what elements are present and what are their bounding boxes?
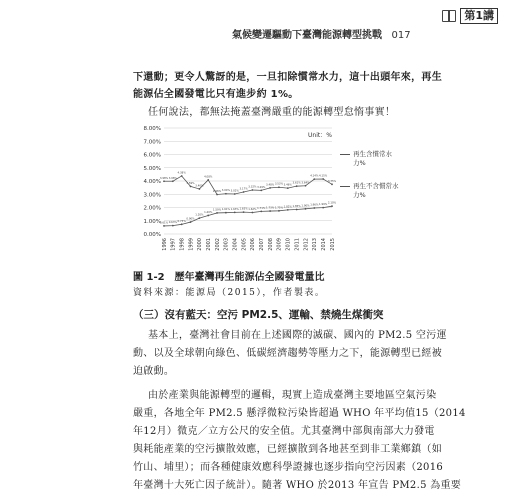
- data-point: [234, 212, 236, 214]
- x-tick-label: 2015: [329, 238, 336, 251]
- data-label: 3.29%: [257, 185, 266, 189]
- data-point: [216, 194, 218, 196]
- data-label: 3.48%: [265, 183, 275, 187]
- data-label: 3.53%: [274, 182, 284, 186]
- data-label: 3.46%: [283, 183, 292, 187]
- header-subtitle: 氣候變遷驅動下臺灣能源轉型挑戰: [232, 30, 382, 41]
- x-tick-label: 2010: [285, 238, 292, 251]
- x-tick-label: 1998: [179, 238, 186, 251]
- data-point: [198, 188, 200, 190]
- legend-item-hydro: [340, 150, 400, 168]
- data-label: 1.96%: [310, 203, 319, 207]
- y-tick-label: 0.00%: [143, 232, 161, 238]
- body-line: 與耗能產業的空污擴散效應，已經擴散到各地甚至到非工業鄉鎮（如: [133, 444, 442, 455]
- data-label: 0.63%: [168, 221, 177, 225]
- data-point: [278, 210, 280, 212]
- data-label: 1.20%: [195, 213, 204, 217]
- figure-caption: 圖 1-2 歷年臺灣再生能源佔全國發電量比: [133, 272, 325, 283]
- data-point: [305, 185, 307, 187]
- data-point: [269, 210, 271, 212]
- chapter-label: 第1講: [460, 8, 498, 24]
- data-label: 3.32%: [248, 185, 257, 189]
- data-label: 1.65%: [239, 207, 248, 211]
- x-tick-label: 1999: [188, 238, 195, 251]
- x-tick-label: 2000: [197, 238, 204, 251]
- data-label: 4.08%: [204, 175, 213, 179]
- body-line: 嚴重，各地全年 PM2.5 懸浮微粒污染皆超過 WHO 年平均值15（2014: [133, 408, 466, 419]
- x-tick-label: 2007: [259, 238, 266, 251]
- legend-line-icon: [340, 186, 350, 187]
- legend-label: 再生含慣常水力%: [353, 150, 392, 167]
- data-point: [313, 178, 315, 180]
- data-point: [225, 212, 227, 214]
- data-point: [207, 215, 209, 217]
- x-tick-label: 1997: [170, 238, 177, 251]
- body-line: 竹山、埔里）；而各種健康效應科學證據也逐步指向空污因素（2016: [133, 462, 444, 473]
- data-point: [243, 211, 245, 213]
- y-tick-label: 1.00%: [143, 218, 161, 225]
- data-label: 3.59%: [186, 181, 195, 185]
- data-label: 3.17%: [239, 187, 248, 191]
- data-label: 1.82%: [283, 205, 292, 209]
- data-label: 1.75%: [274, 206, 284, 210]
- x-tick-label: 2014: [320, 238, 327, 251]
- data-label: 1.73%: [265, 206, 275, 210]
- data-point: [190, 186, 192, 188]
- x-tick-label: 2001: [206, 238, 213, 251]
- x-tick-label: 2012: [303, 238, 310, 251]
- data-point: [252, 189, 254, 191]
- data-label: 3.64%: [301, 181, 310, 185]
- data-point: [216, 212, 218, 214]
- data-point: [163, 225, 165, 227]
- book-icon: [442, 10, 456, 22]
- data-label: 3.98%: [168, 176, 177, 180]
- data-point: [181, 175, 183, 177]
- data-point: [331, 183, 333, 185]
- data-point: [322, 207, 324, 209]
- x-tick-label: 2006: [250, 238, 257, 251]
- legend-line-icon: [340, 154, 350, 155]
- data-point: [305, 208, 307, 210]
- legend-label: 再生不含慣常水力%: [353, 182, 399, 199]
- data-point: [172, 180, 174, 182]
- data-label: 1.59%: [212, 208, 222, 212]
- x-tick-label: 2013: [312, 238, 319, 251]
- line-chart: [136, 122, 336, 262]
- y-tick-label: 4.00%: [143, 179, 161, 185]
- body-line: 年12月）微克／立方公尺的安全值。尤其臺灣中部與南部大力發電: [133, 426, 435, 437]
- intro-line-2: 能源佔全國發電比只有進步約 1%。: [133, 89, 299, 100]
- data-point: [269, 187, 271, 189]
- data-label: 0.61%: [159, 221, 169, 225]
- data-label: 0.90%: [186, 217, 195, 221]
- x-tick-label: 2011: [294, 238, 301, 251]
- data-point: [331, 205, 333, 207]
- data-point: [225, 193, 227, 195]
- body-line: 年臺灣十大死亡因子統計）。隨著 WHO 於2013 年宣告 PM2.5 為重要: [133, 480, 462, 491]
- x-tick-label: 2008: [267, 238, 274, 251]
- data-point: [313, 207, 315, 209]
- data-point: [207, 179, 209, 181]
- x-tick-label: 2002: [214, 238, 221, 251]
- x-tick-label: 2004: [232, 238, 239, 251]
- data-label: 1.63%: [230, 207, 239, 211]
- data-label: 1.61%: [221, 208, 231, 212]
- data-point: [181, 223, 183, 225]
- data-label: 0.73%: [177, 219, 186, 223]
- x-tick-label: 1996: [161, 238, 168, 251]
- body-line: 由於產業與能源轉型的邏輯，現實上造成臺灣主要地區空氣污染: [148, 390, 437, 401]
- data-point: [260, 210, 262, 212]
- y-tick-label: 5.00%: [143, 165, 161, 172]
- body-line: 基本上，臺灣社會目前在上述國際的滅碳、國內的 PM2.5 空污運: [148, 330, 447, 341]
- data-label: 1.90%: [301, 204, 310, 208]
- data-point: [278, 186, 280, 188]
- data-point: [296, 185, 298, 187]
- data-label: 3.40%: [195, 184, 204, 188]
- intro-line-1: 下還動；更令人驚訝的是，一旦扣除慣常水力，這十出頭年來，再生: [133, 72, 442, 83]
- data-label: 4.14%: [310, 174, 319, 178]
- data-label: 1.62%: [248, 208, 257, 212]
- data-label: 3.98%: [159, 176, 169, 180]
- data-label: 1.85%: [292, 204, 301, 208]
- data-point: [260, 190, 262, 192]
- data-label: 2.10%: [327, 201, 336, 205]
- y-tick-label: 2.00%: [143, 205, 161, 212]
- data-point: [287, 187, 289, 189]
- y-tick-label: 3.00%: [143, 192, 161, 199]
- data-point: [243, 191, 245, 193]
- legend-item-nohydro: [340, 182, 400, 200]
- data-point: [322, 178, 324, 180]
- y-tick-label: 8.00%: [143, 126, 161, 132]
- x-tick-label: 2005: [241, 238, 248, 251]
- data-label: 1.99%: [319, 203, 328, 207]
- data-label: 3.04%: [221, 189, 231, 193]
- x-tick-label: 2009: [276, 238, 283, 251]
- data-point: [287, 209, 289, 211]
- chart-legend: [340, 150, 400, 214]
- renewable-share-chart: [136, 122, 336, 262]
- data-label: 4.38%: [177, 171, 186, 175]
- x-tick-label: 2003: [223, 238, 230, 251]
- section-heading: （三）沒有藍天：空污 PM2.5、運輸、禁燒生煤衝突: [133, 309, 384, 321]
- body-line: 迫啟動。: [133, 366, 175, 377]
- data-label: 3.61%: [292, 181, 301, 185]
- data-point: [252, 212, 254, 214]
- data-label: 1.71%: [257, 206, 266, 210]
- y-tick-label: 6.00%: [143, 152, 161, 159]
- chart-unit: Unit：%: [308, 132, 332, 139]
- data-point: [172, 225, 174, 227]
- page-number: 017: [391, 30, 411, 41]
- data-label: 4.15%: [319, 174, 328, 178]
- question-line: 任何說法，都無法掩蓋臺灣嚴重的能源轉型怠惰事實！: [148, 107, 396, 118]
- data-label: 2.98%: [212, 190, 222, 194]
- figure-source: 資料來源：能源局（2015），作者製表。: [133, 288, 326, 298]
- body-line: 動、以及全球朝向綠色、低碳經濟趨勢等壓力之下，能源轉型已經被: [133, 348, 442, 359]
- data-point: [163, 180, 165, 182]
- data-point: [198, 217, 200, 219]
- data-label: 1.40%: [204, 210, 213, 214]
- chapter-marker: [442, 8, 498, 24]
- data-point: [296, 209, 298, 211]
- y-tick-label: 7.00%: [143, 139, 161, 146]
- running-header: [232, 26, 411, 41]
- data-point: [190, 221, 192, 223]
- data-label: 3.75%: [327, 179, 336, 183]
- data-label: 3.02%: [230, 189, 239, 193]
- data-point: [234, 193, 236, 195]
